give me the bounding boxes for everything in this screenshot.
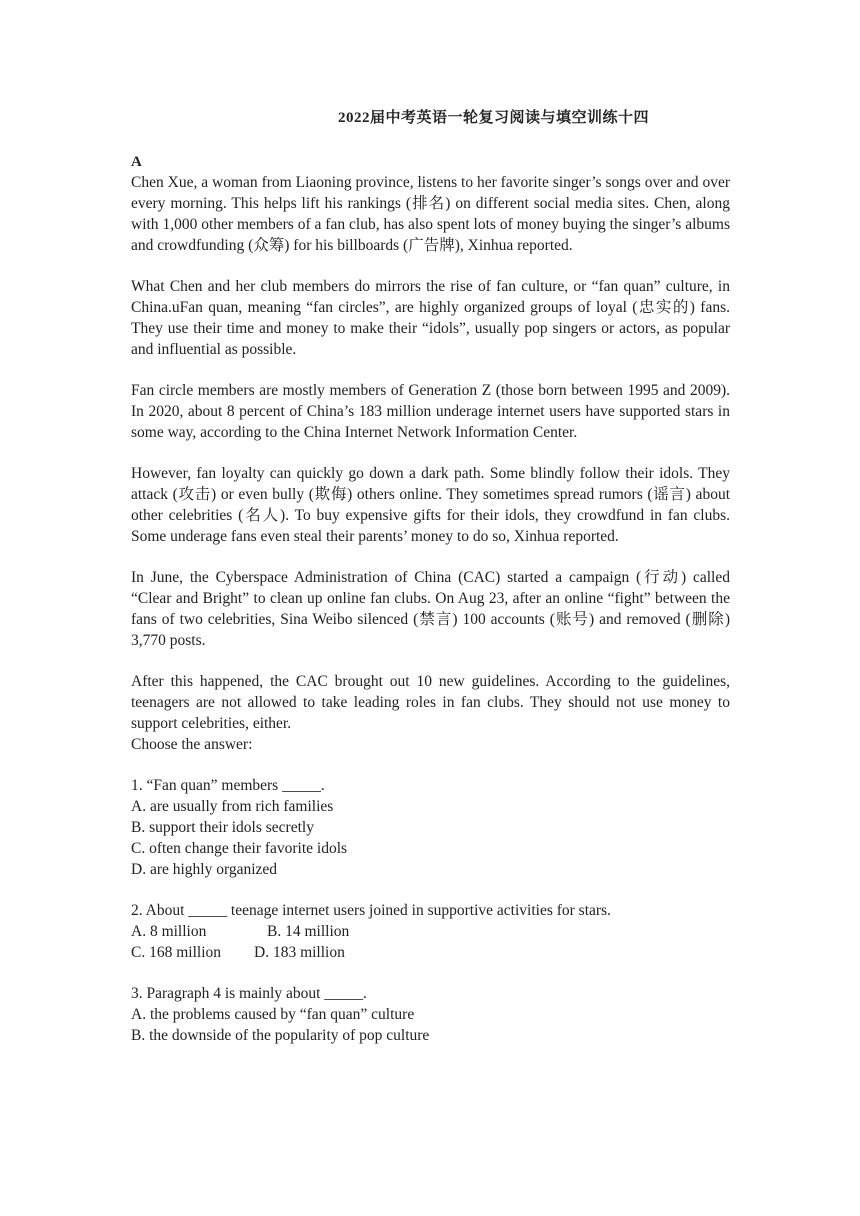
answer-option-row — [131, 921, 730, 942]
answer-option: A. 8 million — [131, 923, 207, 940]
answer-option: D. are highly organized — [131, 861, 278, 878]
answer-option: C. 168 million — [131, 944, 221, 961]
passage-paragraph: Chen Xue, a woman from Liaoning province, listens to her favorite singer’s songs over and over every morning. This helps lift his rankings (排名) on different social media sites. Chen, along with 1,000 other members of a fan club, has also spent lots of money buying the singer’s albums and crowdfunding (众筹) for his billboards (广告牌), Xinhua reported. — [131, 174, 730, 254]
passage-paragraph: After this happened, the CAC brought out 10 new guidelines. According to the guidelines, teenagers are not allowed to take leading roles in fan clubs. They should not use money to support celebrities, either. — [131, 673, 730, 732]
passage-content — [131, 172, 730, 1066]
answer-option: D. 183 million — [254, 944, 345, 961]
passage-paragraph: What Chen and her club members do mirrors the rise of fan culture, or “fan quan” culture, in China.uFan quan, meaning “fan circles”, are highly organized groups of loyal (忠实的) fans. They use their time and money to make their “idols”, usually pop singers or actors, as popular and influential as possible. — [131, 278, 730, 358]
answer-option-row — [131, 942, 730, 963]
passage-paragraph: In June, the Cyberspace Administration of China (CAC) started a campaign (行动) called “Clear and Bright” to clean up online fan clubs. On Aug 23, after an online “fight” between the fans of two celebrities, Sina Weibo silenced (禁言) 100 accounts (账号) and removed (删除) 3,770 posts. — [131, 569, 730, 649]
answer-option: C. often change their favorite idols — [131, 840, 348, 857]
answer-option: B. 14 million — [267, 923, 350, 940]
question-2 — [131, 900, 730, 963]
question-3 — [131, 983, 730, 1046]
instruction-text: Choose the answer: — [131, 736, 253, 753]
answer-option: B. support their idols secretly — [131, 819, 314, 836]
section-label: A — [131, 154, 142, 170]
passage-paragraph: However, fan loyalty can quickly go down a dark path. Some blindly follow their idols. They attack (攻击) or even bully (欺侮) others online. They sometimes spread rumors (谣言) about other celebrities (名人). To buy expensive gifts for their idols, they crowdfund in fan clubs. Some underage fans even steal their parents’ money to do so, Xinhua reported. — [131, 465, 730, 545]
answer-option: B. the downside of the popularity of pop culture — [131, 1027, 430, 1044]
question-stem: 1. “Fan quan” members _____. — [131, 777, 325, 794]
passage-paragraph: Fan circle members are mostly members of Generation Z (those born between 1995 and 2009). In 2020, about 8 percent of China’s 183 million underage internet users have supported stars in some way, according to the China Internet Network Information Center. — [131, 382, 730, 441]
document-title: 2022届中考英语一轮复习阅读与填空训练十四 — [338, 110, 650, 126]
answer-option: A. the problems caused by “fan quan” culture — [131, 1006, 415, 1023]
question-1 — [131, 775, 730, 880]
answer-option: A. are usually from rich families — [131, 798, 334, 815]
question-stem: 3. Paragraph 4 is mainly about _____. — [131, 985, 367, 1002]
question-stem: 2. About _____ teenage internet users joined in supportive activities for stars. — [131, 902, 611, 919]
